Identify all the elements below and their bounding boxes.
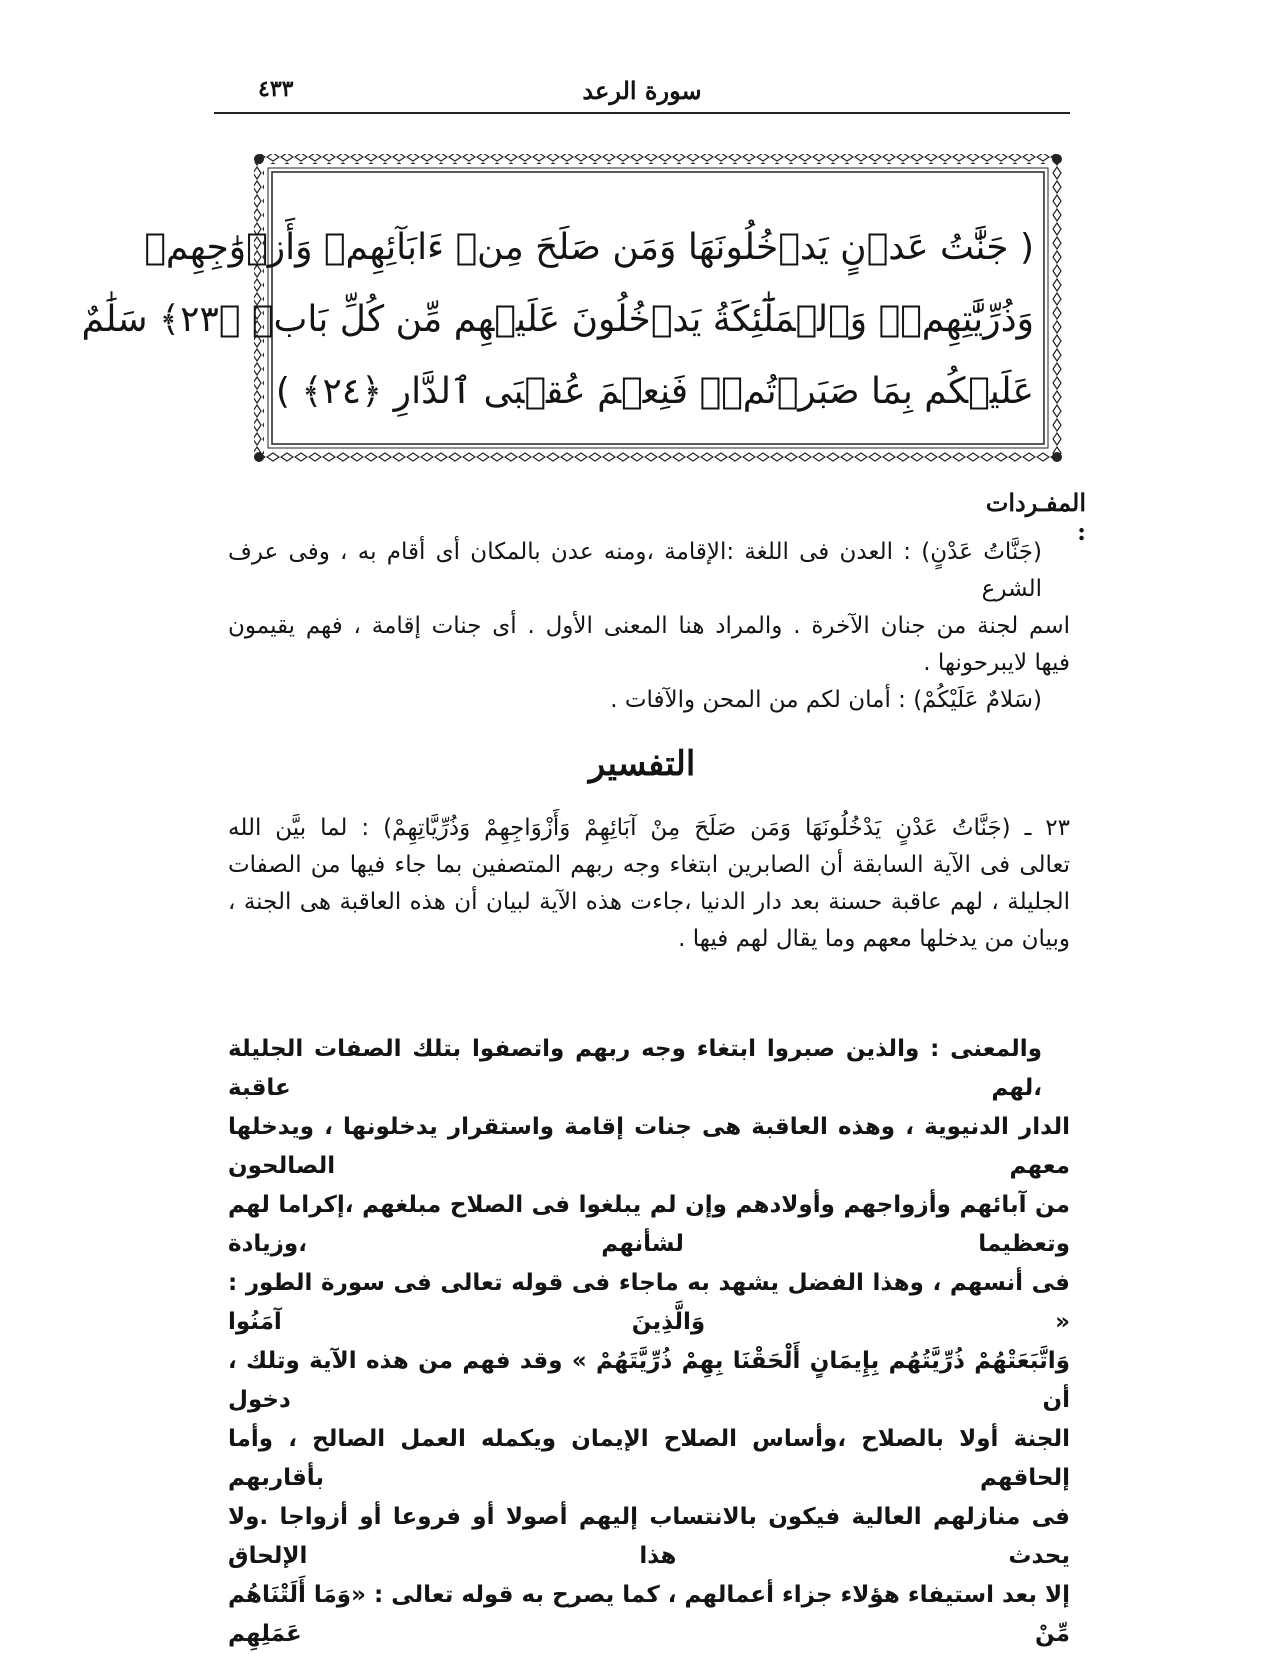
tafsir-paragraph-1 — [228, 810, 1070, 958]
tafsir-line: تعالى فى الآية السابقة أن الصابرين ابتغاء وجه ربهم المتصفين بما جاء فيها من الصفات — [228, 852, 1070, 878]
running-title: سورة الرعد — [582, 76, 702, 105]
tafsir-line: فى أنسهم ، وهذا الفضل يشهد به ماجاء فى قوله تعالى فى سورة الطور : « وَالَّذِينَ آمَنُوا — [228, 1270, 1070, 1335]
tafsir-paragraph-2 — [228, 1030, 1070, 1654]
vocabulary-heading: المفـردات : — [985, 488, 1086, 546]
vocab-line: اسم لجنة من جنان الآخرة . والمراد هنا المعنى الأول . أى جنات إقامة ، فهم يقيمون — [228, 613, 1070, 639]
header-rule — [214, 112, 1070, 114]
tafsir-line: وبيان من يدخلها معهم وما يقال لهم فيها . — [678, 926, 1070, 952]
tafsir-line: الدار الدنيوية ، وهذه العاقبة هى جنات إقامة واستقرار يدخلونها ، ويدخلها معهم الصالحون — [228, 1114, 1070, 1179]
quran-verse — [81, 212, 1034, 428]
vocab-line: (سَلامٌ عَلَيْكُمْ) : أمان لكم من المحن والآفات . — [610, 687, 1042, 713]
tafsir-line: إلا بعد استيفاء هؤلاء جزاء أعمالهم ، كما يصرح به قوله تعالى : «وَمَا أَلَتْنَاهُم مِّنْ عَمَلِهِم — [228, 1582, 1070, 1647]
tafsir-line: من آبائهم وأزواجهم وأولادهم وإن لم يبلغوا فى الصلاح مبلغهم ،إكراما لهم وتعظيما لشأنهم ،وزيادة — [228, 1192, 1070, 1257]
verse-box — [81, 152, 1064, 464]
vocabulary-section — [228, 534, 1070, 719]
vocab-line: (جَنَّاتُ عَدْنٍ) : العدن فى اللغة :الإقامة ،ومنه عدن بالمكان أى أقام به ، وفى عرف الشرع — [228, 539, 1042, 602]
vocab-line: فيها لايبرحونها . — [923, 650, 1070, 676]
verse-line: وَذُرِّيَّٰتِهِمۡۖ وَٱلۡمَلَٰٓئِكَةُ يَدۡخُلُونَ عَلَيۡهِم مِّن كُلِّ بَابٖ ﴿٢٣﴾ سَلَٰمٌ — [81, 299, 1034, 340]
tafsir-line: الجنة أولا بالصلاح ،وأساس الصلاح الإيمان ويكمله العمل الصالح ، وأما إلحاقهم بأقاربهم — [228, 1426, 1070, 1491]
tafsir-line: ٢٣ ـ (جَنَّاتُ عَدْنٍ يَدْخُلُونَهَا وَمَن صَلَحَ مِنْ آبَائِهِمْ وَأَزْوَاجِهِمْ وَذُرِّيَّاتِهِمْ) : لما بيَّن الله — [228, 815, 1070, 841]
tafsir-line: والمعنى : والذين صبروا ابتغاء وجه ربهم واتصفوا بتلك الصفات الجليلة ،لهم عاقبة — [228, 1036, 1042, 1101]
page-header — [214, 62, 1070, 114]
tafsir-line: فى منازلهم العالية فيكون بالانتساب إليهم أصولا أو فروعا أو أزواجا .ولا يحدث هذا الإلحاق — [228, 1504, 1070, 1569]
verse-line: ( جَنَّٰتُ عَدۡنٍ يَدۡخُلُونَهَا وَمَن صَلَحَ مِنۡ ءَابَآئِهِمۡ وَأَزۡوَٰجِهِمۡ — [144, 227, 1034, 268]
page-number: ٤٣٣ — [258, 76, 294, 102]
verse-line: عَلَيۡكُم بِمَا صَبَرۡتُمۡۚ فَنِعۡمَ عُقۡبَى ٱلدَّارِ ﴿٢٤﴾ ) — [275, 371, 1034, 412]
tafsir-line: الجليلة ، لهم عاقبة حسنة بعد دار الدنيا ،جاءت هذه الآية لبيان أن هذه العاقبة هى الجنة ، — [228, 889, 1070, 915]
tafsir-line: وَاتَّبَعَتْهُمْ ذُرِّيَّتُهُم بِإِيمَانٍ أَلْحَقْنَا بِهِمْ ذُرِّيَّتَهُمْ » وقد فهم من هذه الآية وتلك ، أن دخول — [228, 1348, 1070, 1413]
tafsir-heading: التفسير — [588, 744, 696, 784]
